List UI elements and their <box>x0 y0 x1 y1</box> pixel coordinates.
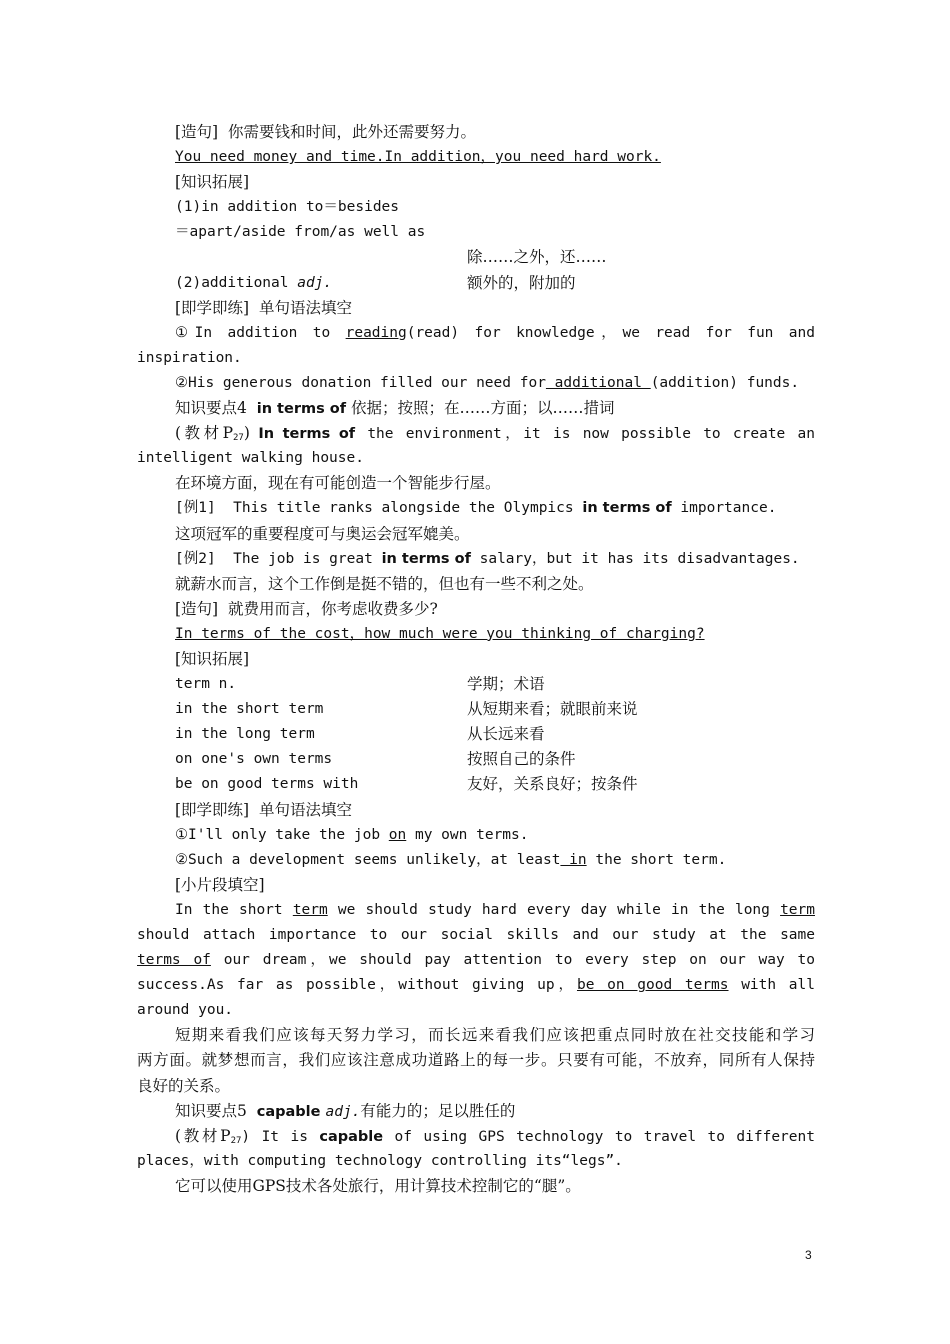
passage-translation: 短期来看我们应该每天努力学习，而长远来看我们应该把重点同时放在社交技能和学习 <box>175 1026 815 1045</box>
translation: 在环境方面，现在有可能创造一个智能步行屋。 <box>175 474 501 493</box>
section-label: [知识拓展] <box>175 173 250 192</box>
phrase-row: on one's own terms 按照自己的条件 <box>175 750 576 769</box>
passage-line: In the short term we should study hard every day while in the long term <box>175 901 815 918</box>
passage-line: terms of our dream，we should pay attention to every step on our way to <box>137 952 815 969</box>
expansion-line: (1)in addition to＝besides <box>175 199 400 216</box>
make-sentence-prompt: [造句] 你需要钱和时间，此外还需要努力。 <box>175 123 476 141</box>
textbook-sentence: intelligent walking house. <box>137 450 364 467</box>
translation: 就薪水而言，这个工作倒是挺不错的，但也有一些不利之处。 <box>175 574 594 593</box>
translation: 这项冠军的重要程度可与奥运会冠军媲美。 <box>175 524 470 543</box>
passage-line: around you. <box>137 1002 234 1019</box>
translation: 它可以使用GPS技术各处旅行，用计算技术控制它的“腿”。 <box>175 1176 581 1195</box>
exercise-line: inspiration. <box>137 349 242 366</box>
section-label: [知识拓展] <box>175 649 250 668</box>
exercise-line: ①In addition to reading(read) for knowledge，we read for fun and <box>175 324 815 341</box>
expansion-line: 除……之外，还…… <box>467 248 607 267</box>
phrase-row: be on good terms with 友好，关系良好；按条件 <box>175 775 638 794</box>
textbook-sentence: places，with computing technology controlling its“legs”. <box>137 1152 623 1169</box>
phrase-row: in the long term 从长远来看 <box>175 725 545 744</box>
passage-translation: 良好的关系。 <box>137 1076 231 1095</box>
answer-blank: additional <box>545 374 651 391</box>
exercise-line: ②Such a development seems unlikely，at least in the short term. <box>175 851 727 868</box>
expansion-line: (2)additional adj. 额外的，附加的 <box>175 273 576 292</box>
answer-blank: reading <box>345 324 407 341</box>
answer-blank: in <box>560 851 587 868</box>
passage-line: should attach importance to our social skills and our study at the same <box>137 927 815 943</box>
document-body <box>137 120 815 1199</box>
make-sentence-answer: In terms of the cost，how much were you thinking of charging? <box>175 625 705 642</box>
section-label: [小片段填空] <box>175 875 265 894</box>
expansion-line: ＝apart/aside from/as well as <box>175 224 426 241</box>
example-sentence: [例1] This title ranks alongside the Olympics in terms of importance. <box>175 500 777 517</box>
key-point-heading: 知识要点5 capable adj.有能力的；足以胜任的 <box>175 1101 516 1120</box>
section-label: [即学即练] 单句语法填空 <box>175 800 352 819</box>
answer-blank: on <box>388 826 407 843</box>
exercise-line: ①I'll only take the job on my own terms. <box>175 826 529 843</box>
exercise-line: ②His generous donation filled our need for additional (addition) funds. <box>175 374 800 391</box>
passage-line: success.As far as possible，without giving up，be on good terms with all <box>137 977 815 994</box>
phrase-row: in the short term 从短期来看；就眼前来说 <box>175 700 638 719</box>
passage-translation: 两方面。就梦想而言，我们应该注意成功道路上的每一步。只要有可能，不放弃，同所有人保持 <box>137 1051 815 1070</box>
key-point-heading: 知识要点4 in terms of 依据；按照；在……方面；以……措词 <box>175 399 615 418</box>
example-sentence: [例2] The job is great in terms of salary，but it has its disadvantages. <box>175 550 800 567</box>
make-sentence-answer: You need money and time.In addition，you need hard work. <box>175 149 661 166</box>
make-sentence-prompt: [造句] 就费用而言，你考虑收费多少? <box>175 599 438 618</box>
textbook-sentence: (教材$P_{27}$) It is capable of using GPS technology to travel to different <box>175 1126 815 1146</box>
phrase-row: term n. 学期；术语 <box>175 675 545 694</box>
page-number: 3 <box>805 1248 812 1262</box>
textbook-sentence: (教材$P_{27}$) In terms of the environment，it is now possible to create an <box>175 424 815 444</box>
section-label: [即学即练] 单句语法填空 <box>175 298 352 317</box>
